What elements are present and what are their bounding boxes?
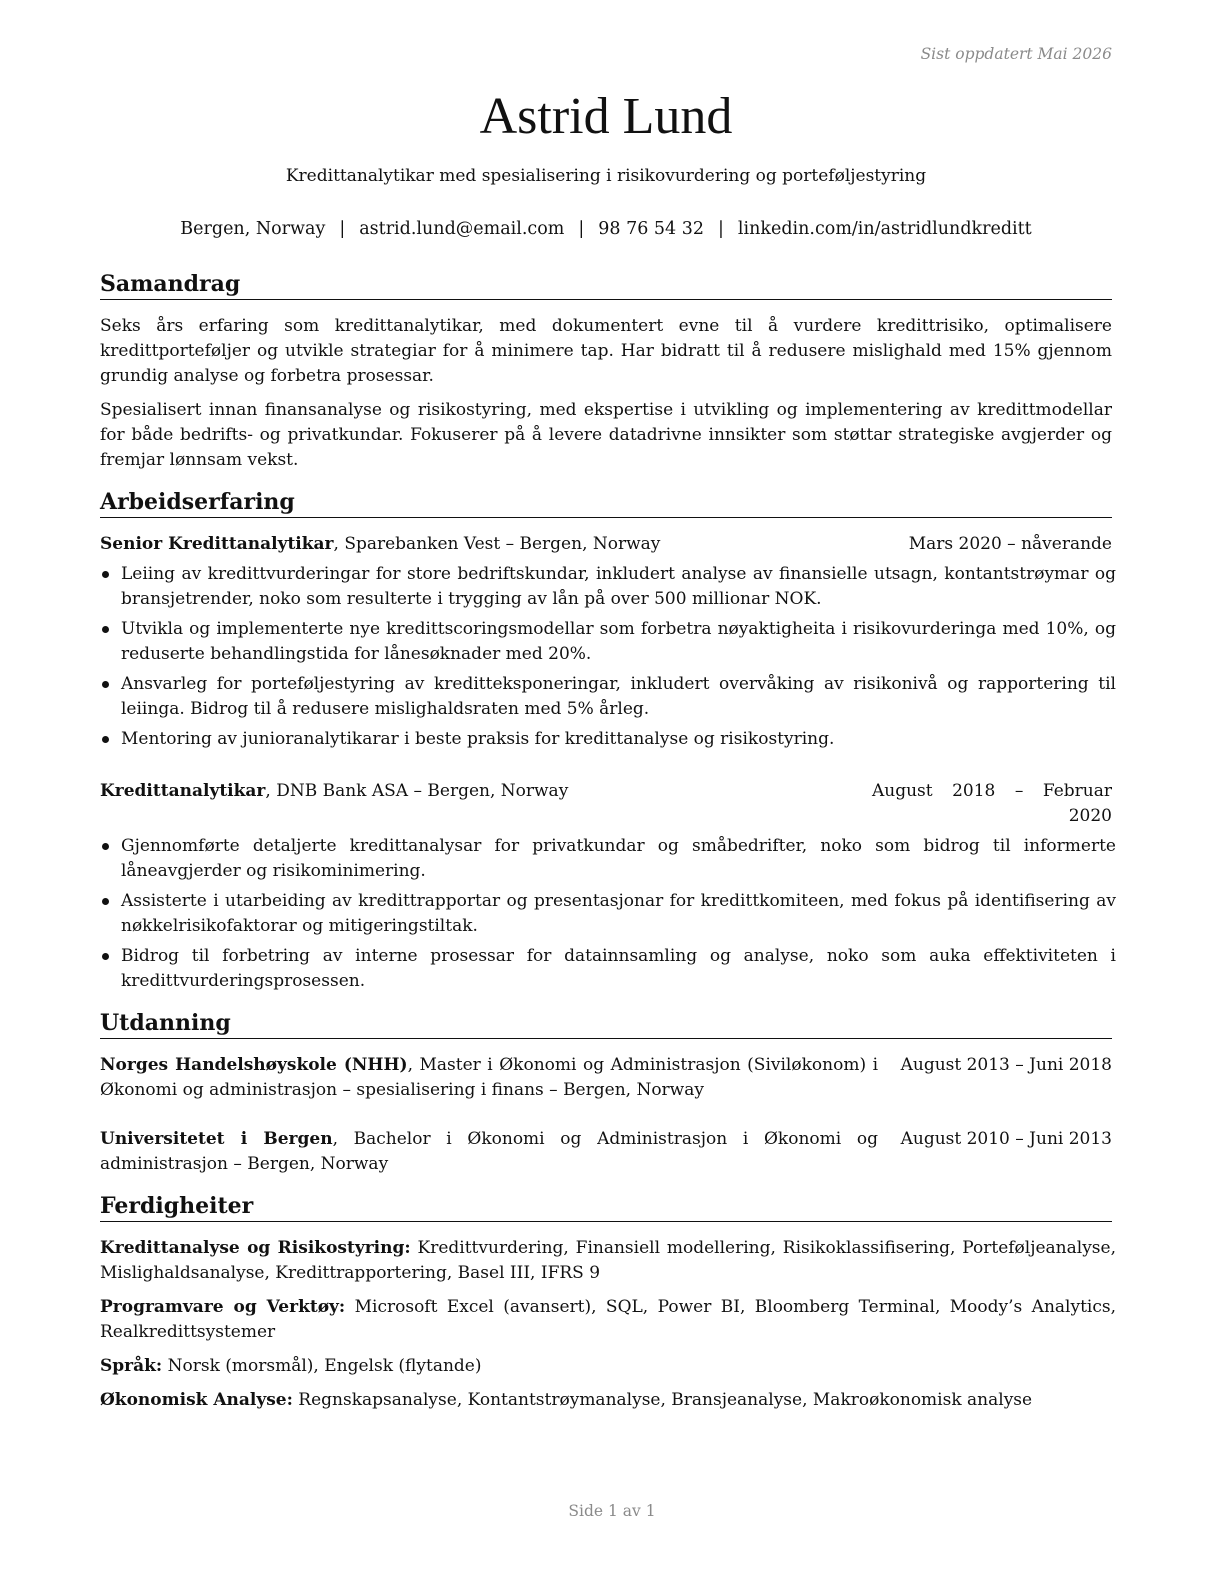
summary-paragraph: Seks års erfaring som kredittanalytikar, med dokumentert evne til å vurdere kredittrisiko, optimalisere kredittporteføljer og utvikle strategiar for å minimere tap. Har bidratt til å redusere mislighald med 15% gjennom grundig analyse og forbetra prosessar.: [100, 316, 1112, 386]
job-org: , Sparebanken Vest – Bergen, Norway: [333, 534, 661, 554]
contact-line: [100, 219, 1112, 239]
education-school: Norges Handelshøyskole (NHH): [100, 1055, 408, 1075]
contact-separator: |: [339, 219, 346, 239]
list-item: Mentoring av junioranalytikarar i beste praksis for kredittanalyse og risikostyring.: [100, 727, 1116, 752]
job-org: , DNB Bank ASA – Bergen, Norway: [265, 781, 569, 801]
skill-items: Microsoft Excel (avansert), SQL, Power BI, Bloomberg Terminal, Moody’s Analytics, Realkredittsystemer: [100, 1297, 1116, 1342]
section-title-skills: Ferdigheiter: [100, 1192, 1112, 1222]
skill-group: [100, 1354, 1116, 1379]
job-role: Kredittanalytikar: [100, 781, 266, 801]
list-item: Ansvarleg for porteføljestyring av kreditteksponeringar, inkludert overvåking av risikonivå og rapportering til leiinga. Bidrog til å redusere mislighaldsraten med 5% årleg.: [100, 672, 1116, 722]
contact-separator: |: [718, 219, 724, 239]
skill-group: [100, 1388, 1116, 1413]
education-dates: August 2013 – Juni 2018: [900, 1055, 1112, 1075]
job-role: Senior Kredittanalytikar: [100, 534, 334, 554]
job-header: [100, 779, 1112, 826]
page-number: Side 1 av 1: [568, 1502, 656, 1520]
list-item: Gjennomførte detaljerte kredittanalysar for privatkundar og småbedrifter, noko som bidrog til informerte låneavgjerder og risikominimering.: [100, 834, 1116, 884]
skill-group: [100, 1236, 1116, 1286]
job-bullets: [100, 562, 1116, 757]
summary-paragraph: Spesialisert innan finansanalyse og risikostyring, med ekspertise i utvikling og implementering av kredittmodellar for både bedrifts- og privatkundar. Fokuserer på å levere datadrivne innsikter som støttar strategiske avgjerder og fremjar lønnsam vekst.: [100, 400, 1112, 470]
section-title-education: Utdanning: [100, 1009, 1112, 1039]
skill-items: Kredittvurdering, Finansiell modellering, Risikoklassifisering, Porteføljeanalyse, Mislighaldsanalyse, Kredittrapportering, Basel III, IFRS 9: [100, 1238, 1116, 1283]
candidate-name: Astrid Lund: [479, 88, 733, 145]
section-title-experience: Arbeidserfaring: [100, 488, 1112, 518]
education-detail: , Master i Økonomi og Administrasjon (Siviløkonom) i Økonomi og administrasjon – spesialisering i finans – Bergen, Norway: [100, 1055, 879, 1100]
contact-separator: |: [578, 219, 585, 239]
section-title-summary: Samandrag: [100, 270, 1112, 300]
list-item: Bidrog til forbetring av interne prosessar for datainnsamling og analyse, noko som auka effektiviteten i kredittvurderingsprosessen.: [100, 944, 1116, 994]
education-detail: , Bachelor i Økonomi og Administrasjon i Økonomi og administrasjon – Bergen, Norway: [100, 1129, 878, 1174]
education-entry: [100, 1127, 1112, 1177]
skill-label: Språk:: [100, 1356, 163, 1376]
skill-label: Kredittanalyse og Risikostyring:: [100, 1238, 411, 1258]
skill-label: Programvare og Verktøy:: [100, 1297, 346, 1317]
list-item: Utvikla og implementerte nye kredittscoringsmodellar som forbetra nøyaktigheita i risikovurderinga med 10%, og reduserte behandlingstida for lånesøknader med 20%.: [100, 617, 1116, 667]
list-item: Assisterte i utarbeiding av kredittrapportar og presentasjonar for kredittkomiteen, med fokus på identifisering av nøkkelrisikofaktorar og mitigeringstiltak.: [100, 889, 1116, 939]
job-dates: August 2018 – Februar 2020: [872, 781, 1112, 826]
job-bullets: [100, 834, 1116, 999]
contact-location: Bergen, Norway: [180, 219, 326, 239]
skill-group: [100, 1295, 1116, 1345]
list-item: Leiing av kredittvurderingar for store bedriftskundar, inkludert analyse av finansielle utsagn, kontantstrøymar og bransjetrender, noko som resulterte i trygging av lån på over 500 millionar NOK.: [100, 562, 1116, 612]
contact-email[interactable]: astrid.lund@email.com: [359, 219, 565, 239]
skill-items: Norsk (morsmål), Engelsk (flytande): [162, 1356, 482, 1376]
education-school: Universitetet i Bergen: [100, 1129, 333, 1149]
last-updated: Sist oppdatert Mai 2026: [920, 45, 1112, 63]
contact-linkedin[interactable]: linkedin.com/in/astridlundkreditt: [737, 219, 1032, 239]
job-header: [100, 532, 1112, 557]
job-dates: Mars 2020 – nåverande: [908, 534, 1112, 554]
education-dates: August 2010 – Juni 2013: [900, 1129, 1112, 1149]
skill-label: Økonomisk Analyse:: [100, 1390, 293, 1410]
tagline: Kredittanalytikar med spesialisering i risikovurdering og porteføljestyring: [285, 166, 927, 186]
education-entry: [100, 1053, 1112, 1103]
skill-items: Regnskapsanalyse, Kontantstrøymanalyse, Bransjeanalyse, Makroøkonomisk analyse: [292, 1390, 1033, 1410]
contact-phone: 98 76 54 32: [598, 219, 705, 239]
